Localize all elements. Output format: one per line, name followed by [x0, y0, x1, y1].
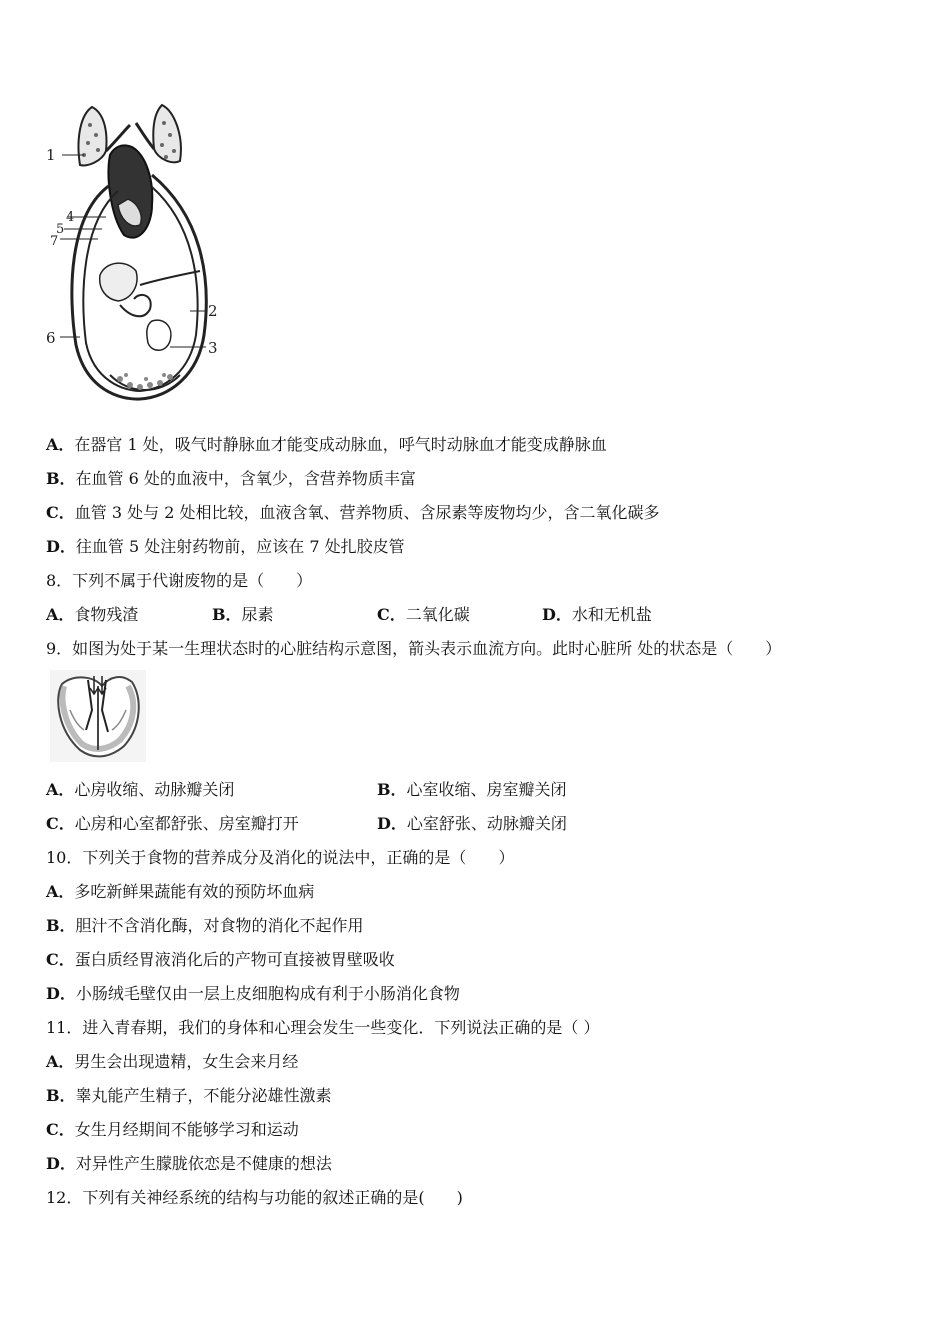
q8-stem: 8．下列不属于代谢废物的是（ ） — [46, 571, 313, 590]
q8-options — [46, 605, 926, 625]
option-text: 尿素 — [241, 605, 274, 624]
q10-stem: 10．下列关于食物的营养成分及消化的说法中，正确的是（ ） — [46, 848, 515, 867]
option-letter: D． — [46, 984, 76, 1003]
option-letter: C． — [46, 1120, 75, 1139]
q9-options-row1 — [46, 780, 926, 800]
option-text: 心室收缩、房室瓣关闭 — [406, 780, 567, 799]
q7-option-a — [46, 435, 607, 455]
option-text: 心室舒张、动脉瓣关闭 — [406, 814, 567, 833]
option-letter: A． — [46, 605, 75, 624]
option-text: 在器官 1 处，吸气时静脉血才能变成动脉血，呼气时动脉血才能变成静脉血 — [74, 435, 607, 454]
label-6: 6 — [46, 329, 56, 347]
label-1: 1 — [46, 146, 56, 164]
option-text: 往血管 5 处注射药物前，应该在 7 处扎胶皮管 — [75, 537, 405, 556]
q10-option-a — [46, 882, 314, 902]
option-letter: A． — [46, 435, 75, 454]
option-letter: A． — [46, 1052, 75, 1071]
q8-option-d — [542, 605, 652, 625]
q9-option-d — [377, 814, 567, 834]
q7-option-d — [46, 537, 405, 557]
option-text: 蛋白质经胃液消化后的产物可直接被胃壁吸收 — [74, 950, 395, 969]
q12-stem: 12．下列有关神经系统的结构与功能的叙述正确的是( ) — [46, 1188, 463, 1207]
option-text: 水和无机盐 — [571, 605, 652, 624]
q10-option-d — [46, 984, 460, 1004]
option-letter: B． — [46, 1086, 76, 1105]
heart-diagram — [50, 670, 146, 762]
q8-option-b — [212, 605, 274, 625]
option-text: 心房收缩、动脉瓣关闭 — [74, 780, 235, 799]
q8-option-a — [46, 605, 138, 625]
option-text: 心房和心室都舒张、房室瓣打开 — [74, 814, 299, 833]
option-letter: D． — [377, 814, 407, 833]
option-letter: B． — [377, 780, 407, 799]
label-7: 7 — [50, 234, 59, 249]
option-letter: A． — [46, 882, 75, 901]
option-letter: D． — [542, 605, 572, 624]
option-text: 女生月经期间不能够学习和运动 — [74, 1120, 299, 1139]
option-letter: C． — [46, 503, 75, 522]
option-text: 睾丸能产生精子，不能分泌雄性激素 — [75, 1086, 332, 1105]
q9-option-a — [46, 780, 234, 800]
option-text: 二氧化碳 — [405, 605, 470, 624]
q11-option-a — [46, 1052, 298, 1072]
label-2: 2 — [208, 302, 218, 320]
q9-option-b — [377, 780, 567, 800]
label-4: 4 — [66, 210, 75, 225]
label-3: 3 — [208, 339, 218, 357]
q9-options-row2 — [46, 814, 926, 834]
option-letter: B． — [46, 469, 76, 488]
q11-option-b — [46, 1086, 332, 1106]
option-text: 男生会出现遗精，女生会来月经 — [74, 1052, 299, 1071]
option-text: 在血管 6 处的血液中，含氧少，含营养物质丰富 — [75, 469, 416, 488]
q9-stem: 9．如图为处于某一生理状态时的心脏结构示意图，箭头表示血流方向。此时心脏所 处的状态是（ ） — [46, 639, 782, 658]
option-letter: B． — [212, 605, 242, 624]
q10-option-b — [46, 916, 364, 936]
option-text: 多吃新鲜果蔬能有效的预防坏血病 — [74, 882, 315, 901]
q9-option-c — [46, 814, 299, 834]
circulation-diagram — [40, 95, 230, 405]
option-letter: D． — [46, 1154, 76, 1173]
q7-option-c — [46, 503, 659, 523]
option-letter: C． — [377, 605, 406, 624]
option-letter: C． — [46, 814, 75, 833]
option-letter: B． — [46, 916, 76, 935]
option-letter: C． — [46, 950, 75, 969]
left-lung — [79, 107, 107, 165]
option-text: 食物残渣 — [74, 605, 139, 624]
right-lung — [153, 105, 181, 162]
label-5: 5 — [56, 222, 65, 237]
option-text: 胆汁不含消化酶，对食物的消化不起作用 — [75, 916, 364, 935]
q8-option-c — [377, 605, 470, 625]
option-text: 对异性产生朦胧依恋是不健康的想法 — [75, 1154, 332, 1173]
q11-stem: 11．进入青春期，我们的身体和心理会发生一些变化．下列说法正确的是（ ） — [46, 1018, 600, 1037]
q11-option-d — [46, 1154, 332, 1174]
q7-option-b — [46, 469, 416, 489]
q11-option-c — [46, 1120, 299, 1140]
option-letter: D． — [46, 537, 76, 556]
q10-option-c — [46, 950, 395, 970]
option-text: 小肠绒毛壁仅由一层上皮细胞构成有利于小肠消化食物 — [75, 984, 460, 1003]
option-text: 血管 3 处与 2 处相比较，血液含氧、营养物质、含尿素等废物均少，含二氧化碳多 — [74, 503, 660, 522]
option-letter: A． — [46, 780, 75, 799]
